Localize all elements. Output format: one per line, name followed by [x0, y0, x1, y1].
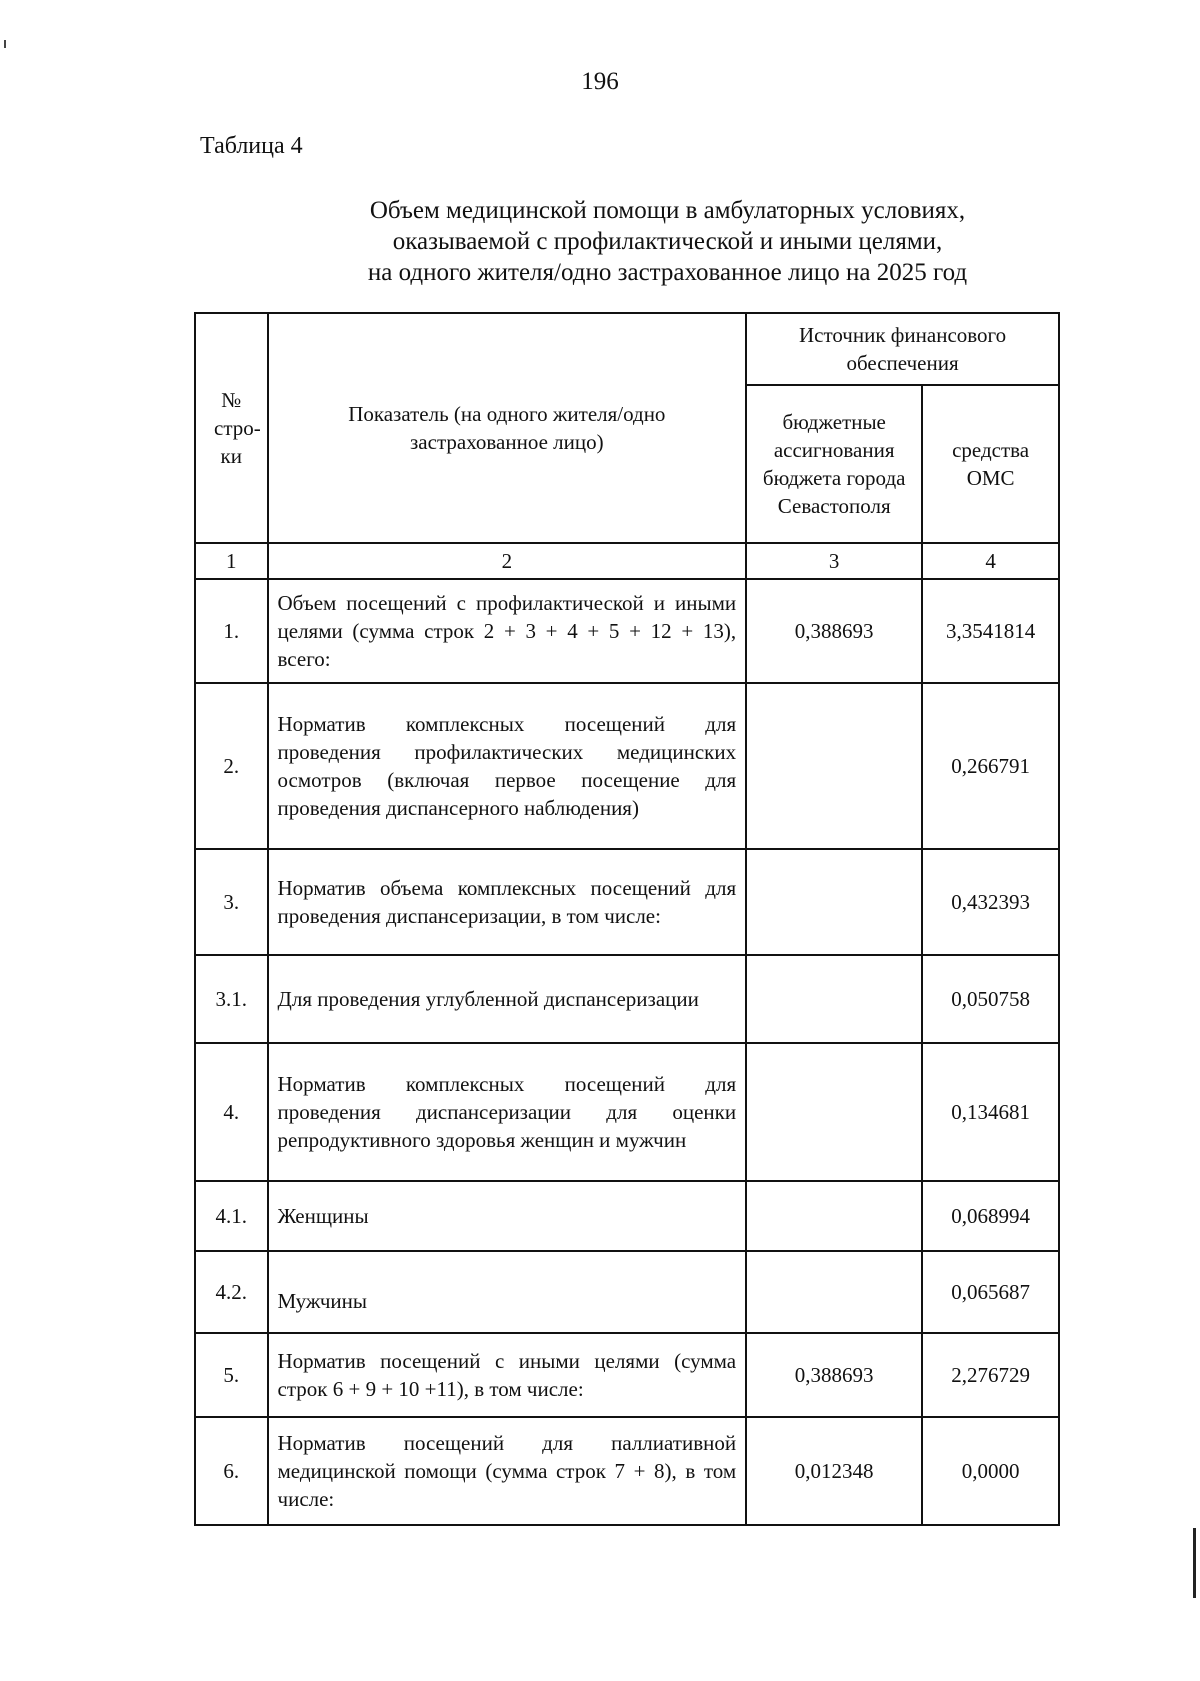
row-number: 4.2.: [195, 1251, 268, 1333]
row-number: 2.: [195, 683, 268, 849]
header-row: [195, 313, 1059, 385]
row-oms-value: 3,3541814: [922, 579, 1059, 683]
row-oms-value: 0,068994: [922, 1181, 1059, 1251]
header-oms: средства ОМС: [922, 385, 1059, 543]
table-row: [195, 1251, 1059, 1333]
row-budget-value: [746, 1251, 922, 1333]
table-title: [300, 195, 1035, 288]
row-indicator: Норматив объема комплексных посещений для проведения диспансеризации, в том числе:: [268, 849, 747, 955]
header-source: Источник финансового обеспечения: [746, 313, 1059, 385]
row-oms-value: 0,432393: [922, 849, 1059, 955]
table-row: [195, 1333, 1059, 1417]
row-oms-value: 0,050758: [922, 955, 1059, 1043]
header-budget: бюджетные ассигнования бюджета города Севастополя: [746, 385, 922, 543]
row-budget-value: [746, 683, 922, 849]
row-indicator: Норматив посещений с иными целями (сумма строк 6 + 9 + 10 +11), в том числе:: [268, 1333, 747, 1417]
page-number: 196: [581, 68, 619, 95]
row-oms-value: 0,0000: [922, 1417, 1059, 1525]
table-label: Таблица 4: [200, 133, 303, 159]
volume-table: [194, 312, 1060, 1526]
table-row: [195, 1181, 1059, 1251]
row-indicator: Норматив комплексных посещений для проведения диспансеризации для оценки репродуктивного здоровья женщин и мужчин: [268, 1043, 747, 1181]
row-indicator: Женщины: [268, 1181, 747, 1251]
row-indicator: Норматив посещений для паллиативной медицинской помощи (сумма строк 7 + 8), в том числе:: [268, 1417, 747, 1525]
row-oms-value: 0,065687: [922, 1251, 1059, 1333]
table-title-line: Объем медицинской помощи в амбулаторных условиях,: [369, 197, 966, 224]
column-number: 2: [268, 543, 747, 579]
row-number: 5.: [195, 1333, 268, 1417]
scan-edge-mark: [1193, 1528, 1196, 1598]
table-row: [195, 579, 1059, 683]
scan-mark: [4, 40, 6, 48]
row-indicator: Для проведения углубленной диспансеризации: [268, 955, 747, 1043]
row-number: 4.1.: [195, 1181, 268, 1251]
row-indicator: Мужчины: [268, 1251, 747, 1333]
row-number: 4.: [195, 1043, 268, 1181]
column-number-row: [195, 543, 1059, 579]
row-oms-value: 0,134681: [922, 1043, 1059, 1181]
column-number: 1: [195, 543, 268, 579]
table-row: [195, 955, 1059, 1043]
table-row: [195, 1417, 1059, 1525]
row-oms-value: 0,266791: [922, 683, 1059, 849]
table-title-line: на одного жителя/одно застрахованное лицо на 2025 год: [367, 259, 968, 286]
row-budget-value: [746, 849, 922, 955]
row-indicator: Объем посещений с профилактической и иными целями (сумма строк 2 + 3 + 4 + 5 + 12 + 13), всего:: [268, 579, 747, 683]
row-oms-value: 2,276729: [922, 1333, 1059, 1417]
column-number: 3: [746, 543, 922, 579]
table-row: [195, 849, 1059, 955]
table-row: [195, 683, 1059, 849]
row-budget-value: [746, 955, 922, 1043]
row-number: 6.: [195, 1417, 268, 1525]
row-indicator: Норматив комплексных посещений для проведения профилактических медицинских осмотров (включая первое посещение для проведения диспансерного наблюдения): [268, 683, 747, 849]
row-budget-value: 0,012348: [746, 1417, 922, 1525]
row-budget-value: 0,388693: [746, 579, 922, 683]
column-number: 4: [922, 543, 1059, 579]
header-indicator: Показатель (на одного жителя/одно застрахованное лицо): [268, 313, 747, 543]
table-row: [195, 1043, 1059, 1181]
table-title-line: оказываемой с профилактической и иными целями,: [392, 228, 943, 255]
row-number: 3.: [195, 849, 268, 955]
row-number: 1.: [195, 579, 268, 683]
row-budget-value: [746, 1043, 922, 1181]
row-number: 3.1.: [195, 955, 268, 1043]
row-budget-value: [746, 1181, 922, 1251]
row-budget-value: 0,388693: [746, 1333, 922, 1417]
header-row-no: № стро-ки: [195, 313, 268, 543]
